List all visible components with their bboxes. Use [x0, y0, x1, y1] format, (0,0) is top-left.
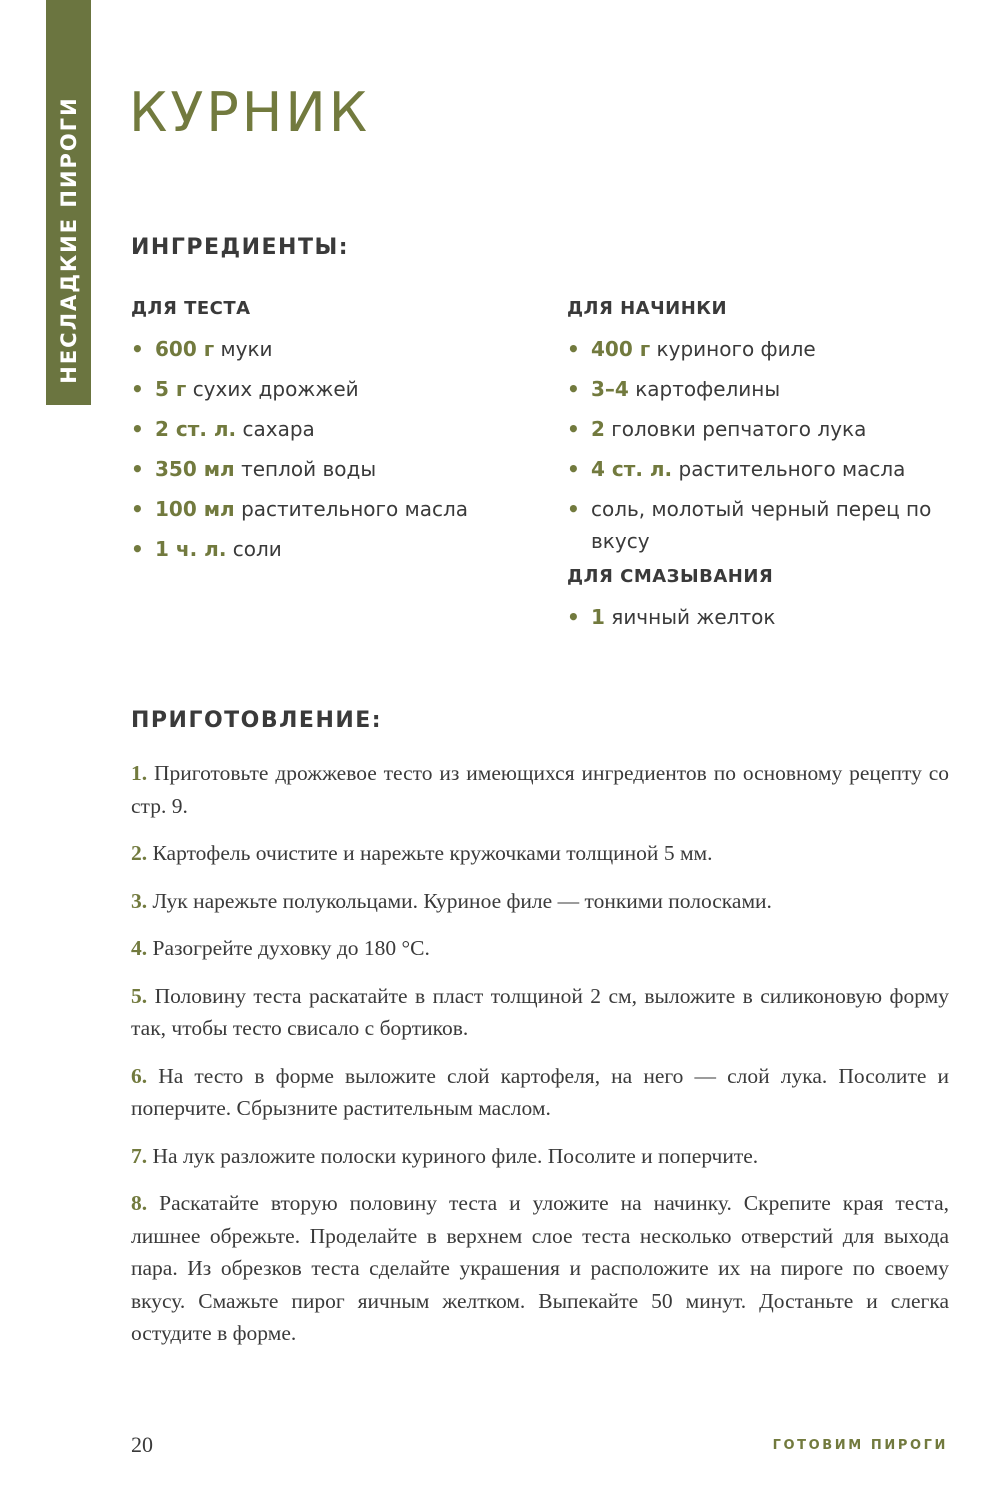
- ingredient-name: сахара: [242, 417, 315, 441]
- ingredient-item: [567, 493, 957, 557]
- ingredient-quantity: 2 ст. л.: [155, 417, 237, 441]
- filling-ingredient-list: [567, 333, 957, 557]
- ingredients-column-dough: [131, 297, 531, 573]
- ingredient-item: [131, 493, 531, 525]
- step-number: 4.: [131, 936, 148, 960]
- glaze-ingredient-list: [567, 601, 957, 633]
- ingredient-quantity: 350 мл: [155, 457, 235, 481]
- ingredient-name: теплой воды: [241, 457, 377, 481]
- bullet-icon: •: [567, 497, 580, 521]
- ingredient-name: растительного масла: [678, 457, 906, 481]
- ingredient-quantity: 400 г: [591, 337, 651, 361]
- preparation-steps: [131, 757, 949, 1365]
- preparation-step: [131, 980, 949, 1045]
- step-number: 1.: [131, 761, 148, 785]
- ingredient-item: [567, 413, 957, 445]
- step-number: 2.: [131, 841, 148, 865]
- dough-ingredient-list: [131, 333, 531, 565]
- preparation-step: [131, 757, 949, 822]
- step-text: На тесто в форме выложите слой картофеля, на него — слой лука. Посолите и поперчите. Сбрызните растительным маслом.: [131, 1063, 949, 1120]
- ingredient-item: [131, 533, 531, 565]
- bullet-icon: •: [131, 497, 144, 521]
- step-number: 6.: [131, 1063, 148, 1088]
- filling-subheading: ДЛЯ НАЧИНКИ: [567, 298, 728, 319]
- ingredients-column-filling: [567, 297, 957, 641]
- bullet-icon: •: [567, 377, 580, 401]
- step-text: Приготовьте дрожжевое тесто из имеющихся ингредиентов по основному рецепту со стр. 9.: [131, 761, 949, 818]
- ingredient-item: [131, 333, 531, 365]
- ingredient-item: [567, 453, 957, 485]
- glaze-subheading: ДЛЯ СМАЗЫВАНИЯ: [567, 566, 774, 587]
- ingredient-name: головки репчатого лука: [611, 417, 867, 441]
- ingredient-name: соль, молотый черный перец по вкусу: [591, 497, 932, 553]
- ingredient-item: [131, 453, 531, 485]
- recipe-title: КУРНИК: [129, 81, 371, 144]
- bullet-icon: •: [131, 417, 144, 441]
- bullet-icon: •: [567, 417, 580, 441]
- preparation-step: [131, 837, 949, 870]
- bullet-icon: •: [131, 537, 144, 561]
- page-number: 20: [131, 1432, 153, 1457]
- ingredient-name: куриного филе: [656, 337, 816, 361]
- section-side-tab-label: НЕСЛАДКИЕ ПИРОГИ: [56, 96, 81, 384]
- step-text: Лук нарежьте полукольцами. Куриное филе — тонкими полосками.: [152, 888, 772, 913]
- bullet-icon: •: [567, 605, 580, 629]
- ingredient-name: картофелины: [635, 377, 781, 401]
- ingredient-name: яичный желток: [611, 605, 776, 629]
- step-number: 7.: [131, 1143, 148, 1168]
- ingredient-item: [131, 413, 531, 445]
- ingredient-quantity: 600 г: [155, 337, 215, 361]
- ingredient-name: соли: [232, 537, 282, 561]
- ingredient-item: [131, 373, 531, 405]
- ingredient-item: [567, 333, 957, 365]
- preparation-step: [131, 1187, 949, 1350]
- ingredients-heading: ИНГРЕДИЕНТЫ:: [131, 235, 350, 260]
- ingredient-name: муки: [220, 337, 273, 361]
- ingredient-quantity: 1 ч. л.: [155, 537, 227, 561]
- bullet-icon: •: [131, 457, 144, 481]
- step-text: На лук разложите полоски куриного филе. Посолите и поперчите.: [152, 1143, 759, 1168]
- ingredient-quantity: 4 ст. л.: [591, 457, 673, 481]
- ingredient-quantity: 2: [591, 417, 605, 441]
- step-number: 3.: [131, 888, 148, 913]
- dough-subheading: ДЛЯ ТЕСТА: [131, 298, 251, 319]
- ingredient-quantity: 3–4: [591, 377, 629, 401]
- preparation-step: [131, 932, 949, 965]
- preparation-step: [131, 1140, 949, 1173]
- ingredient-name: растительного масла: [241, 497, 468, 521]
- preparation-step: [131, 885, 949, 918]
- step-text: Половину теста раскатайте в пласт толщиной 2 см, выложите в силиконовую форму так, чтобы тесто свисало с бортиков.: [131, 983, 950, 1040]
- preparation-heading: ПРИГОТОВЛЕНИЕ:: [131, 708, 383, 733]
- preparation-step: [131, 1060, 949, 1125]
- step-number: 8.: [131, 1191, 148, 1215]
- ingredient-item: [567, 601, 957, 633]
- ingredient-item: [567, 373, 957, 405]
- running-head: ГОТОВИМ ПИРОГИ: [772, 1438, 948, 1453]
- ingredient-quantity: 100 мл: [155, 497, 235, 521]
- ingredient-quantity: 1: [591, 605, 605, 629]
- section-side-tab: [46, 0, 91, 405]
- ingredient-quantity: 5 г: [155, 377, 187, 401]
- step-text: Раскатайте вторую половину теста и уложите на начинку. Скрепите края теста, лишнее обрежьте. Проделайте в верхнем слое теста несколько отверстий для выхода пара. Из обрезков теста сделайте украшения и расположите их на пироге по своему вкусу. Смажьте пирог яичным желтком. Выпекайте 50 минут. Достаньте и слегка остудите в форме.: [131, 1191, 949, 1345]
- step-number: 5.: [131, 983, 148, 1008]
- ingredient-name: сухих дрожжей: [192, 377, 359, 401]
- bullet-icon: •: [567, 457, 580, 481]
- bullet-icon: •: [131, 337, 144, 361]
- step-text: Разогрейте духовку до 180 °C.: [152, 936, 430, 960]
- step-text: Картофель очистите и нарежьте кружочками толщиной 5 мм.: [152, 841, 713, 865]
- bullet-icon: •: [567, 337, 580, 361]
- bullet-icon: •: [131, 377, 144, 401]
